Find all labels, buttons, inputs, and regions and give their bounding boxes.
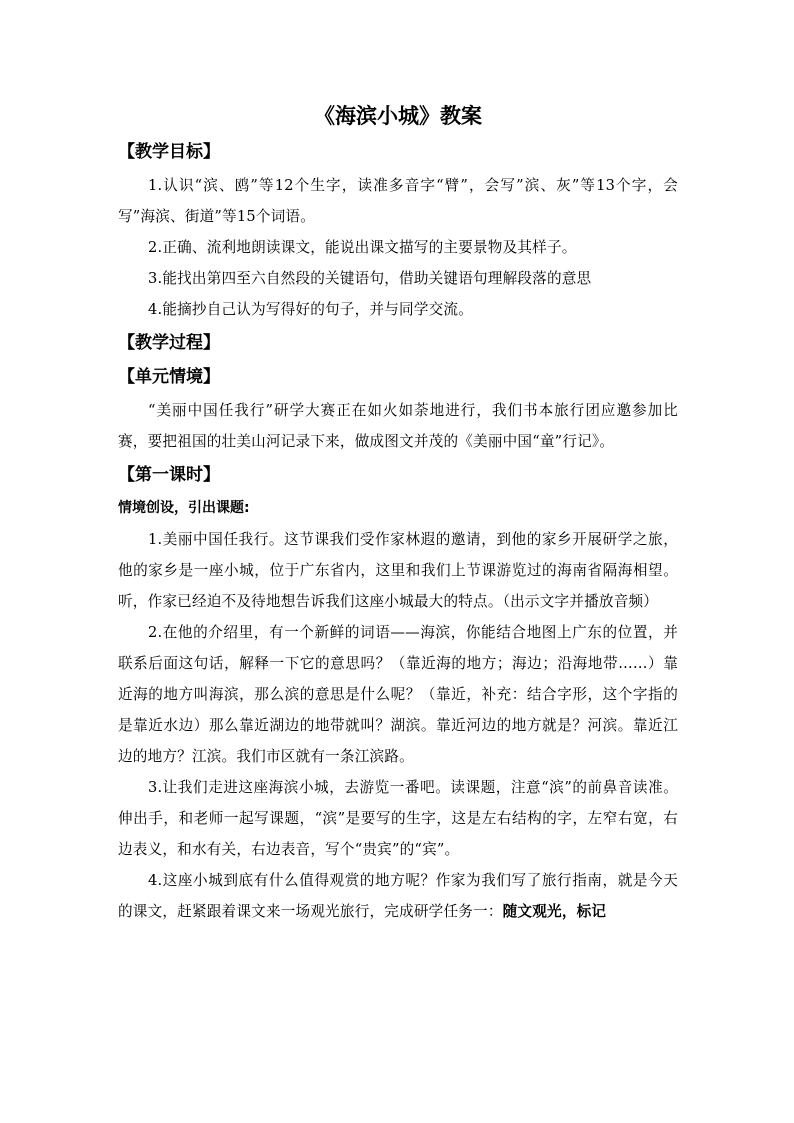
goal-item-1: 1.认识“滨、鸥”等12个生字，读准多音字“臂”，会写”滨、灰”等13个字，会写”海滨、街道”等15个词语。	[118, 177, 678, 225]
lesson-paragraph-4	[118, 865, 678, 927]
lesson-paragraph-4-text: 4.这座小城到底有什么值得观赏的地方呢？作家为我们写了旅行指南，就是今天的课文，赶紧跟着课文来一场观光旅行，完成研学任务一：	[118, 872, 678, 920]
goal-item-3: 3.能找出第四至六自然段的关键语句，借助关键语句理解段落的意思	[148, 270, 592, 287]
heading-unit-context: 【单元情境】	[118, 367, 220, 387]
document-page	[118, 100, 678, 927]
lesson-paragraph-3: 3.让我们走进这座海滨小城，去游览一番吧。读课题，注意“滨”的前鼻音读准。伸出手，和老师一起写课题，“滨”是要写的生字，这是左右结构的字，左窄右宽，右边表义，和水有关，右边表音，写个“贵宾”的“宾”。	[118, 779, 678, 858]
lesson-paragraph-4-bold: 随文观光，标记	[502, 903, 607, 920]
lesson-paragraph-2: 2.在他的介绍里，有一个新鲜的词语——海滨，你能结合地图上广东的位置，并联系后面这句话，解释一下它的意思吗？（靠近海的地方；海边；沿海地带……）靠近海的地方叫海滨，那么滨的意思是什么呢？（靠近，补充：结合字形，这个字指的是靠近水边）那么靠近湖边的地带就叫？湖滨。靠近河边的地方就是？河滨。靠近江边的地方？江滨。我们市区就有一条江滨路。	[118, 624, 678, 765]
unit-context-paragraph: “美丽中国任我行”研学大赛正在如火如荼地进行，我们书本旅行团应邀参加比赛，要把祖国的壮美山河记录下来，做成图文并茂的《美丽中国“童”行记》。	[118, 402, 678, 450]
document-title: 《海滨小城》教案	[314, 104, 482, 128]
heading-teaching-goals: 【教学目标】	[118, 142, 220, 162]
goal-item-2: 2.正确、流利地朗读课文，能说出课文描写的主要景物及其样子。	[148, 239, 577, 256]
goal-item-4: 4.能摘抄自己认为写得好的句子，并与同学交流。	[148, 301, 473, 318]
heading-teaching-process: 【教学过程】	[118, 333, 220, 353]
heading-lesson-one: 【第一课时】	[118, 465, 220, 485]
lesson-subheading: 情境创设，引出课题:	[118, 500, 250, 516]
lesson-paragraph-1: 1.美丽中国任我行。这节课我们受作家林遐的邀请，到他的家乡开展研学之旅，他的家乡是一座小城，位于广东省内，这里和我们上节课游览过的海南省隔海相望。听，作家已经迫不及待地想告诉我们这座小城最大的特点。（出示文字并播放音频）	[118, 531, 678, 610]
